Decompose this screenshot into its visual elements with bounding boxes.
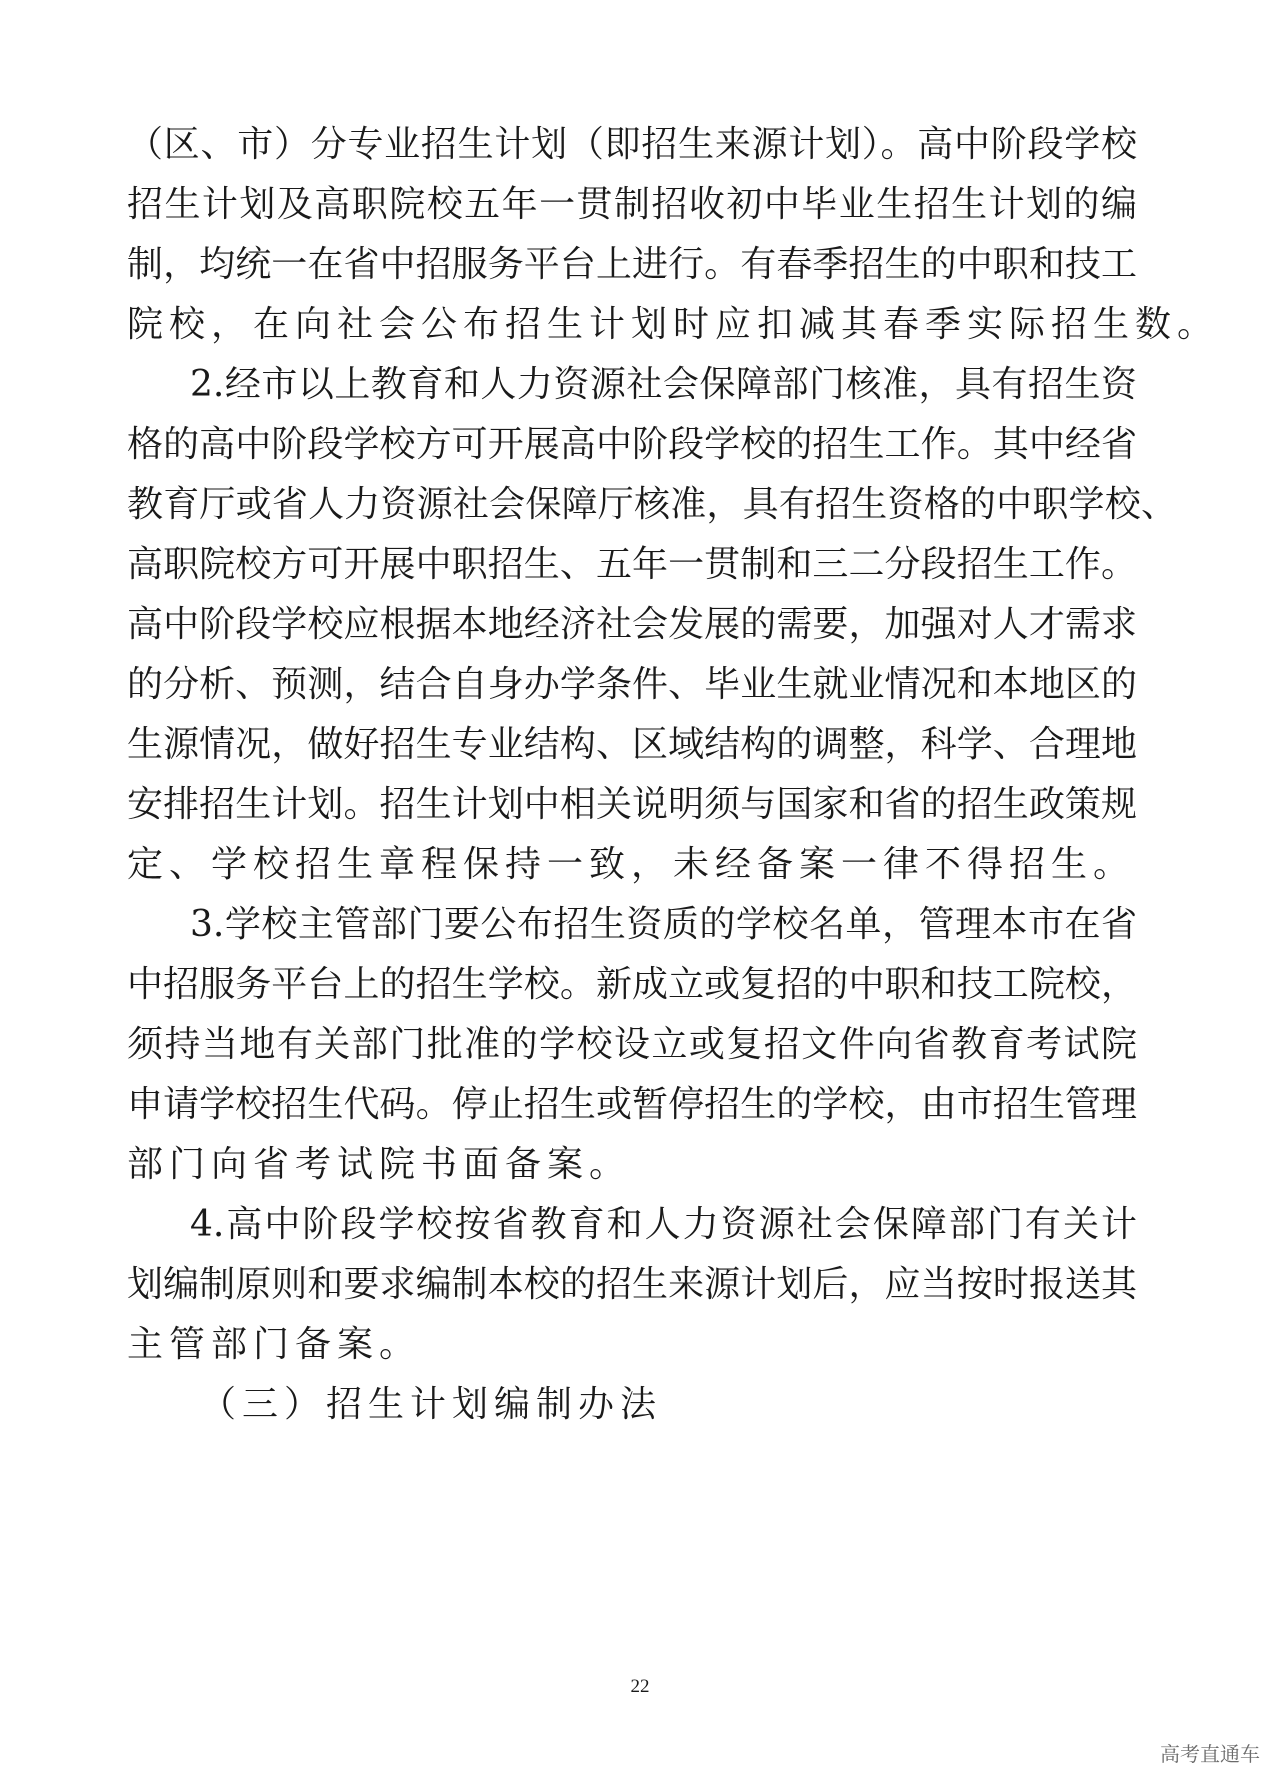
text-line: 定、学校招生章程保持一致，未经备案一律不得招生。 [127,844,1136,885]
text-line: 须持当地有关部门批准的学校设立或复招文件向省教育考试院 [127,1024,1137,1065]
text-line: 制，均统一在省中招服务平台上进行。有春季招生的中职和技工 [127,244,1137,285]
text-line: 高职院校方可开展中职招生、五年一贯制和三二分段招生工作。 [127,544,1137,585]
text-line: 申请学校招生代码。停止招生或暂停招生的学校，由市招生管理 [127,1084,1137,1125]
text-line: 教育厅或省人力资源社会保障厅核准，具有招生资格的中职学校、 [127,484,1177,525]
watermark: 高考直通车 [1160,1742,1260,1766]
page-number: 22 [630,1676,650,1697]
text-line: （区、市）分专业招生计划（即招生来源计划）。高中阶段学校 [127,124,1137,165]
text-line: 中招服务平台上的招生学校。新成立或复招的中职和技工院校， [127,964,1137,1005]
text-line: 生源情况，做好招生专业结构、区域结构的调整，科学、合理地 [127,724,1137,765]
section-heading: （三）招生计划编制办法 [200,1384,663,1425]
text-line: 院校，在向社会公布招生计划时应扣减其春季实际招生数。 [127,304,1220,345]
text-line: 招生计划及高职院校五年一贯制招收初中毕业生招生计划的编 [127,184,1137,225]
text-line: 4.高中阶段学校按省教育和人力资源社会保障部门有关计 [190,1204,1137,1245]
text-line: 3.学校主管部门要公布招生资质的学校名单，管理本市在省 [190,904,1137,945]
text-line: 安排招生计划。招生计划中相关说明须与国家和省的招生政策规 [127,784,1137,825]
text-line: 的分析、预测，结合自身办学条件、毕业生就业情况和本地区的 [127,664,1137,705]
text-line: 主管部门备案。 [127,1324,422,1365]
text-line: 格的高中阶段学校方可开展高中阶段学校的招生工作。其中经省 [127,424,1137,465]
text-line: 部门向省考试院书面备案。 [127,1144,632,1185]
text-line: 2.经市以上教育和人力资源社会保障部门核准，具有招生资 [190,364,1137,405]
text-line: 高中阶段学校应根据本地经济社会发展的需要，加强对人才需求 [127,604,1137,645]
text-line: 划编制原则和要求编制本校的招生来源计划后，应当按时报送其 [127,1264,1137,1305]
